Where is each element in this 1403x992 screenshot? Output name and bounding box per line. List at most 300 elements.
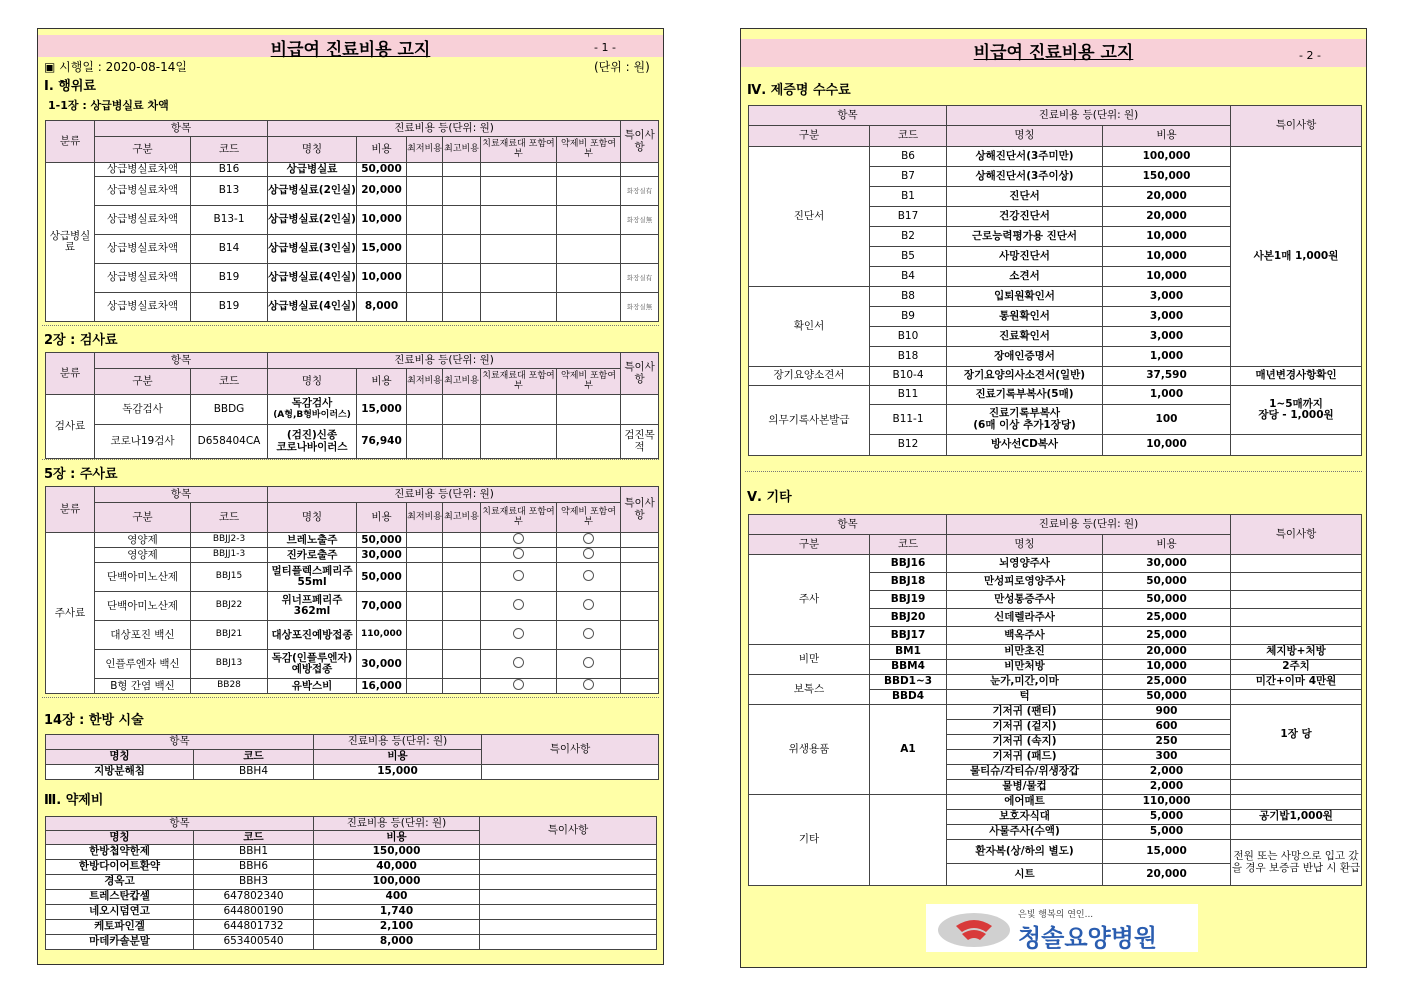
cell-group: 인플루엔자 백신 [95,650,191,679]
cell-price: 10,000 [1103,660,1231,675]
unit-label: (단위 : 원) [594,60,650,74]
cell-code: BBJ15 [191,563,268,592]
circle-mark [513,599,524,610]
cell-price: 100,000 [1103,147,1231,167]
cell-code: BBD1~3 [870,675,947,690]
header-material: 치료재료대 포함여부 [481,369,557,395]
header-name: 명칭 [46,750,194,765]
cell-note: 체지방+처방 [1231,645,1362,660]
circle-mark [513,679,524,690]
header-code: 코드 [191,503,268,533]
cell-group: 상급병실료차액 [95,206,191,235]
title-band [38,35,663,60]
cell-name [947,405,1103,435]
cell-price: 50,000 [1103,573,1231,591]
exam-table [45,352,659,459]
cell-name: 진단서 [947,187,1103,207]
cell-name: 기저귀 (팬티) [947,705,1103,720]
cell-note: 화장실有 [621,264,659,293]
section-heading: Ⅰ. 행위료 [44,79,96,94]
cell-group: 상급병실료차액 [95,177,191,206]
cell-price: 3,000 [1103,327,1231,347]
cell-name: 지방분해침 [46,765,194,780]
header-cost: 진료비용 등(단위: 원) [314,817,480,831]
header-note: 특이사항 [1231,106,1362,147]
cell-price: 300 [1103,750,1231,765]
header-item: 항목 [95,353,268,369]
cell-note: 화장실無 [621,293,659,322]
cell-name: 턱 [947,690,1103,705]
material-included [481,679,557,694]
header-drug: 약제비 포함여부 [557,503,621,533]
cell-price: 10,000 [357,264,407,293]
subsection-heading: 1-1장 : 상급병실료 차액 [48,99,169,112]
cell-code: BBJ20 [870,609,947,627]
cell-price: 2,000 [1103,780,1231,795]
cell-note [621,163,659,177]
cell-note [1231,795,1362,810]
cell-code: BBJ19 [870,591,947,609]
cell-name: 위너프페리주362ml [268,592,357,621]
circle-mark [583,628,594,639]
drug-included [557,621,621,650]
header-note: 특이사항 [480,817,657,845]
group-cell: 기타 [749,795,870,886]
header-max: 최고비용 [443,137,481,163]
header-group: 구분 [95,503,191,533]
group-cell: 주사 [749,555,870,645]
divider [42,325,659,326]
header-cat: 분류 [46,121,95,163]
cell-group: 단백아미노산제 [95,592,191,621]
cell-name: 대상포진예방접종 [268,621,357,650]
notice-page-2 [740,28,1367,968]
cell-name: 상급병실료(4인실) [268,264,357,293]
cell-name: 장기요양의사소견서(일반) [947,367,1103,386]
cell-name: 만성통증주사 [947,591,1103,609]
cell-code: B5 [870,247,947,267]
cell-price: 50,000 [1103,690,1231,705]
cell-name: 통원확인서 [947,307,1103,327]
cell-note: 화장실有 [621,177,659,206]
cell-price: 10,000 [357,206,407,235]
header-note: 특이사항 [621,121,659,163]
title-band [741,39,1366,67]
cell-name: 사물주사(수액) [947,825,1103,840]
cell-code: B13 [191,177,268,206]
cell-code: BB28 [191,679,268,694]
material-included [481,650,557,679]
logo-tagline: 은빛 행복의 연인... [1018,910,1094,920]
cell-code: BM1 [870,645,947,660]
drug-included [557,548,621,563]
header-group: 구분 [95,369,191,395]
cell-name: 상급병실료(2인실) [268,206,357,235]
header-max: 최고비용 [443,503,481,533]
effective-date: ▣ 시행일 : 2020-08-14일 [44,60,187,74]
cell-price: 20,000 [1103,207,1231,227]
cell-code: B8 [870,287,947,307]
cell-price: 110,000 [357,621,407,650]
cell-name: 유박스비 [268,679,357,694]
cell-name: 신데렐라주사 [947,609,1103,627]
circle-mark [513,548,524,559]
header-code: 코드 [191,369,268,395]
cell-name: 장애인증명서 [947,347,1103,367]
cell-price: 10,000 [1103,227,1231,247]
header-item: 항목 [95,487,268,503]
header-code: 코드 [870,535,947,555]
header-item: 항목 [95,121,268,137]
cell-code: BBJ13 [191,650,268,679]
header-cost: 진료비용 등(단위: 원) [268,121,621,137]
cell-code: BBDG [191,395,268,425]
cell-name: 트레스탄캅셀 [46,890,194,905]
header-price: 비용 [1103,535,1231,555]
cell-code: B1 [870,187,947,207]
material-included [481,548,557,563]
header-cost: 진료비용 등(단위: 원) [947,515,1231,535]
circle-mark [513,628,524,639]
header-note: 특이사항 [621,353,659,395]
divider [42,459,659,460]
cell-code: B19 [191,264,268,293]
cell-name: 환자복(상/하의 별도) [947,840,1103,864]
cell-code: 644800190 [194,905,314,920]
header-name: 명칭 [46,831,194,845]
cell-code: 653400540 [194,935,314,950]
note-line-2: 장당 - 1,000원 [1258,409,1334,421]
header-code: 코드 [870,126,947,147]
cell-price: 30,000 [357,548,407,563]
header-group: 구분 [95,137,191,163]
cell-price: 50,000 [357,563,407,592]
header-material: 치료재료대 포함여부 [481,137,557,163]
header-item: 항목 [46,735,314,750]
header-material: 치료재료대 포함여부 [481,503,557,533]
cell-price: 76,940 [357,425,407,459]
cell-code: B18 [870,347,947,367]
cell-note [621,235,659,264]
cell-price: 100,000 [314,875,480,890]
cell-price: 50,000 [1103,591,1231,609]
section-heading: Ⅲ. 약제비 [44,793,104,808]
name-line-2: (6매 이상 추가1장당) [973,418,1076,431]
cell-name: 기저귀 (겉지) [947,720,1103,735]
logo-mark-icon [934,906,1014,950]
cell-price: 15,000 [1103,840,1231,864]
header-max: 최고비용 [443,369,481,395]
cell-code: B6 [870,147,947,167]
herbal-procedure-table [45,734,659,780]
cell-name: 비만처방 [947,660,1103,675]
drug-included [557,533,621,548]
name-line-2: (A형,B형바이러스) [273,410,351,421]
cell-note: 화장실無 [621,206,659,235]
cell-group: 상급병실료차액 [95,235,191,264]
other-fee-table [748,514,1362,886]
cell-name: 상급병실료(3인실) [268,235,357,264]
cell-code: A1 [870,705,947,795]
cell-code: B16 [191,163,268,177]
header-note: 특이사항 [482,735,659,765]
header-name: 명칭 [268,137,357,163]
cell-name: 마데카솔분말 [46,935,194,950]
cell-group: 대상포진 백신 [95,621,191,650]
cell-name: 한방다이어트환약 [46,860,194,875]
material-included [481,621,557,650]
group-cell: 위생용품 [749,705,870,795]
cell-name: 입퇴원확인서 [947,287,1103,307]
group-cell: 보톡스 [749,675,870,705]
header-cat: 분류 [46,487,95,533]
per-sheet-note: 1장 당 [1231,705,1362,765]
notice-page-1 [37,28,664,965]
name-line-2: 코로나바이러스 [276,440,348,453]
header-item: 항목 [749,106,947,126]
cell-price: 70,000 [357,592,407,621]
cell-name: 건강진단서 [947,207,1103,227]
circle-mark [583,548,594,559]
cell-price: 400 [314,890,480,905]
cell-price: 150,000 [1103,167,1231,187]
cell-name: 소견서 [947,267,1103,287]
cell-name: 상해진단서(3주미만) [947,147,1103,167]
cell-name: 기저귀 (속지) [947,735,1103,750]
cell-name [268,395,357,425]
cell-code: B7 [870,167,947,187]
cell-price: 2,100 [314,920,480,935]
cell-price: 1,740 [314,905,480,920]
cell-price: 150,000 [314,845,480,860]
group-cell: 의무기록사본발급 [749,386,870,456]
cell-price: 3,000 [1103,287,1231,307]
cell-note [1231,690,1362,705]
cell-name: 경옥고 [46,875,194,890]
cell-price: 3,000 [1103,307,1231,327]
circle-mark [583,679,594,690]
cell-price: 110,000 [1103,795,1231,810]
cell-name [268,425,357,459]
cell-price: 2,000 [1103,765,1231,780]
cell-name: 근로능력평가용 진단서 [947,227,1103,247]
cell-group: 단백아미노산제 [95,563,191,592]
cell-code: BBJ16 [870,555,947,573]
cell-code: B9 [870,307,947,327]
injection-table [45,486,659,694]
hospital-logo [926,904,1198,952]
cell-price: 8,000 [357,293,407,322]
section-heading: 2장 : 검사료 [44,333,118,348]
cell-price: 10,000 [1103,267,1231,287]
cell-price: 250 [1103,735,1231,750]
page-title: 비급여 진료비용 고지 [973,43,1134,63]
cell-name: 물티슈/각티슈/위생장갑 [947,765,1103,780]
divider [745,471,1362,472]
cell-code: BBM4 [870,660,947,675]
cell-name: 기저귀 (패드) [947,750,1103,765]
cell-code: BBH4 [194,765,314,780]
drug-included [557,592,621,621]
cell-name: 진료기록부복사(5매) [947,386,1103,405]
cell-group: 영양제 [95,548,191,563]
header-cost: 진료비용 등(단위: 원) [314,735,482,750]
section-heading: Ⅳ. 제증명 수수료 [747,83,851,98]
cell-name: 진카로출주 [268,548,357,563]
header-item: 항목 [749,515,947,535]
cell-code: B13-1 [191,206,268,235]
cell-name: 케토파인겔 [46,920,194,935]
copy-fee-note: 사본1매 1,000원 [1231,147,1362,367]
cell-code: D658404CA [191,425,268,459]
cell-code: BBJ17 [870,627,947,645]
cell-price: 15,000 [357,235,407,264]
cell-code: BBH6 [194,860,314,875]
circle-mark [583,533,594,544]
cell-price: 50,000 [357,163,407,177]
drug-table [45,816,657,950]
cell-name: 브레노출주 [268,533,357,548]
cell-name: 네오시덤연고 [46,905,194,920]
certificate-fee-table [748,105,1362,456]
group-cell: 비만 [749,645,870,675]
header-item: 항목 [46,817,314,831]
cell-price: 40,000 [314,860,480,875]
cell-name: 시트 [947,864,1103,886]
circle-mark [513,533,524,544]
header-price: 비용 [1103,126,1231,147]
cell-group: 영양제 [95,533,191,548]
linen-deposit-note: 전원 또는 사망으로 입고 갔을 경우 보증금 반납 시 환급 [1231,840,1362,886]
cell-price: 100 [1103,405,1231,435]
cell-price: 5,000 [1103,810,1231,825]
cell-name: 상급병실료 [268,163,357,177]
name-line: 진료기록부복사 [989,407,1061,420]
records-note [1231,386,1362,435]
header-group: 구분 [749,535,870,555]
cell-code: BBJJ1-3 [191,548,268,563]
cell-code: B10-4 [870,367,947,386]
cell-price: 15,000 [314,765,482,780]
cell-note: 검진목적 [621,425,659,459]
circle-mark [583,570,594,581]
cell-name: 멀티플렉스페리주55ml [268,563,357,592]
circle-mark [513,657,524,668]
cell-group: 상급병실료차액 [95,293,191,322]
cell-name: 물병/물컵 [947,780,1103,795]
cell-code: B4 [870,267,947,287]
cell-name: 상해진단서(3주이상) [947,167,1103,187]
cell-code: BBJJ2-3 [191,533,268,548]
cell-price: 20,000 [1103,864,1231,886]
cell-name: 백옥주사 [947,627,1103,645]
cell-note: 2주치 [1231,660,1362,675]
header-drug: 약제비 포함여부 [557,369,621,395]
cell-price: 15,000 [357,395,407,425]
drug-included [557,679,621,694]
header-price: 비용 [357,369,407,395]
cell-price: 20,000 [1103,645,1231,660]
cell-code: B12 [870,435,947,456]
cell-name: 뇌영양주사 [947,555,1103,573]
cell-code: BBJ21 [191,621,268,650]
name-line: 독감검사 [291,397,333,410]
cell-name: 한방첩약한제 [46,845,194,860]
drug-included [557,563,621,592]
section-heading: Ⅴ. 기타 [747,490,792,505]
cell-price: 1,000 [1103,386,1231,405]
cell-name: 방사선CD복사 [947,435,1103,456]
cell-price: 25,000 [1103,627,1231,645]
header-name: 명칭 [268,503,357,533]
cell-code: BBD4 [870,690,947,705]
page-number: - 1 - [594,41,616,54]
cell-code: BBH1 [194,845,314,860]
cell-code [870,795,947,886]
cell-price: 8,000 [314,935,480,950]
cell-name: 만성피로영양주사 [947,573,1103,591]
cell-price: 16,000 [357,679,407,694]
header-group: 구분 [749,126,870,147]
cell-note: 매년변경사항확인 [1231,367,1362,386]
cell-group: 코로나19검사 [95,425,191,459]
cell-note: 공기밥1,000원 [1231,810,1362,825]
category-cell: 상급병실료 [46,163,95,322]
cell-group: 상급병실료차액 [95,163,191,177]
header-price: 비용 [357,137,407,163]
cell-price: 1,000 [1103,347,1231,367]
circle-mark [583,599,594,610]
cell-code: B10 [870,327,947,347]
drug-included [557,650,621,679]
circle-mark [513,570,524,581]
category-cell: 검사료 [46,395,95,459]
header-price: 비용 [357,503,407,533]
group-cell: 진단서 [749,147,870,287]
category-cell: 주사료 [46,533,95,694]
cell-note [621,395,659,425]
cell-name: 에어매트 [947,795,1103,810]
group-cell: 확인서 [749,287,870,367]
cell-price: 25,000 [1103,609,1231,627]
header-code: 코드 [191,137,268,163]
cell-price: 5,000 [1103,825,1231,840]
cell-code: B19 [191,293,268,322]
cell-code: BBH3 [194,875,314,890]
group-cell: 장기요양소견서 [749,367,870,386]
material-included [481,533,557,548]
divider [42,697,659,698]
cell-note: 미간+이마 4만원 [1231,675,1362,690]
name-line: (검진)신종 [286,429,338,442]
header-code: 코드 [194,750,314,765]
header-price: 비용 [314,831,480,845]
cell-price: 10,000 [1103,247,1231,267]
cell-price: 600 [1103,720,1231,735]
cell-name: 상급병실료(2인실) [268,177,357,206]
cell-name: 눈가,미간,이마 [947,675,1103,690]
page-number: - 2 - [1299,49,1321,62]
cell-code: BBJ22 [191,592,268,621]
header-cost: 진료비용 등(단위: 원) [268,353,621,369]
cell-price: 900 [1103,705,1231,720]
cell-name: 비만초진 [947,645,1103,660]
cell-note [1231,825,1362,840]
cell-price: 50,000 [357,533,407,548]
cell-price: 37,590 [1103,367,1231,386]
section-heading: 5장 : 주사료 [44,467,118,482]
cell-code: B2 [870,227,947,247]
